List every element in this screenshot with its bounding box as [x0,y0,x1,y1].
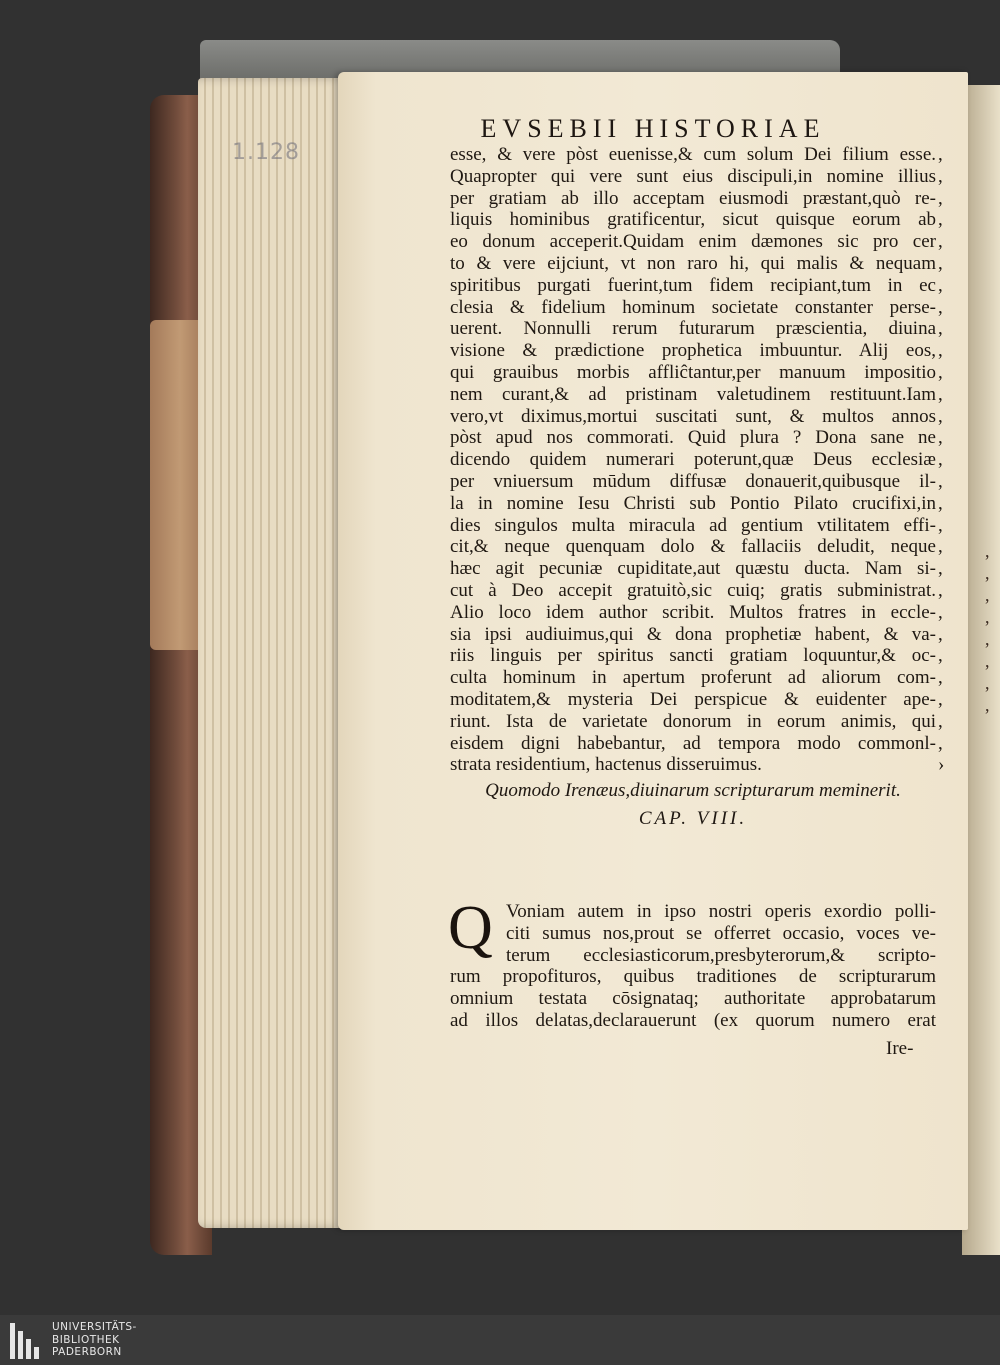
text-line: rum propofituros, quibus traditiones de scripturarum [450,966,936,988]
text-line: qui grauibus morbis affliĉtantur,per manuum impositio [450,361,936,383]
margin-quote-mark: , [938,623,943,645]
text-line: to & vere eijciunt, vt non raro hi, qui malis & nequam [450,252,936,274]
margin-quote-mark: , [938,383,943,405]
text-line: dicendo quidem numerari poterunt,quæ Deus ecclesiæ [450,449,936,471]
margin-quote-mark: , [938,732,943,754]
margin-quote-mark: , [938,667,943,689]
text-line: eisdem digni habebantur, ad tempora modo commonl- [450,732,936,754]
margin-quote-mark: , [938,536,943,558]
library-name-line: BIBLIOTHEK [52,1333,120,1346]
margin-quote-mark: , [938,361,943,383]
library-name-line: UNIVERSITÄTS- [52,1321,137,1333]
chapter-title: Quomodo Irenæus,diuinarum scripturarum meminerit. [485,780,901,801]
margin-quote-mark: , [938,252,943,274]
text-line: sia ipsi audiuimus,qui & dona prophetiæ habent, & va- [450,623,936,645]
shelf-mark-stamp: 1.128 [232,140,300,165]
text-line: la in nomine Iesu Christi sub Pontio Pilato crucifixi,in [450,492,936,514]
text-line: eo donum acceperit.Quidam enim dæmones sic pro cer [450,231,936,253]
text-line: omnium testata cōsignataq; authoritate approbatarum [450,988,936,1010]
margin-quote-mark: , [938,645,943,667]
text-line: Alio loco idem author scribit. Multos fratres in eccle- [450,601,936,623]
margin-quote-mark: , [938,470,943,492]
library-logo-icon [8,1323,44,1359]
margin-quote-mark: , [938,688,943,710]
facing-page-marks: , , , , , , , , [985,541,990,715]
margin-quote-mark: , [938,296,943,318]
margin-quote-mark: , [938,318,943,340]
text-line: vero,vt diximus,mortui suscitati sunt, & multos annos [450,405,936,427]
text-line: per vniuersum mūdum diffusæ donauerit,quibusque il- [450,470,936,492]
chapter-number: CAP. VIII. [638,808,748,829]
margin-quote-mark: , [938,144,943,165]
margin-quote-mark: , [938,449,943,471]
margin-quote-mark: , [938,558,943,580]
text-line: riunt. Ista de varietate donorum in eorum animis, qui [450,710,936,732]
library-name-line: PADERBORN [52,1346,122,1358]
margin-quote-mark: , [938,514,943,536]
margin-quote-mark: , [938,710,943,732]
page-edges [198,78,348,1228]
margin-quote-mark: , [938,579,943,601]
text-line: esse, & vere pòst euenisse,& cum solum Dei filium esse. [450,144,936,165]
text-line: citi sumus nos,prout se offerret occasio, voces ve- [506,922,936,944]
margin-quote-mark: , [938,405,943,427]
margin-quote-marks [938,144,958,776]
margin-quote-mark: , [938,165,943,187]
book-page [338,72,968,1230]
margin-quote-mark: , [938,340,943,362]
library-name [52,1321,137,1359]
text-line: uerent. Nonnulli rerum futurarum præscientia, diuina [450,318,936,340]
chapter-text [450,901,936,1032]
text-line: visione & prædictione prophetica imbuuntur. Alij eos, [450,340,936,362]
text-line: strata residentium, hactenus disseruimus. [450,754,762,776]
text-line: Voniam autem in ipso nostri operis exordio polli- [506,901,936,922]
text-line: pòst apud nos commorati. Quid plura ? Dona sane ne [450,427,936,449]
main-text [450,144,936,776]
margin-quote-mark: , [938,187,943,209]
margin-quote-mark: › [938,754,945,776]
margin-quote-mark: , [938,274,943,296]
text-line: Quapropter qui vere sunt eius discipuli,in nomine illius [450,165,936,187]
margin-quote-mark: , [938,601,943,623]
margin-quote-mark: , [938,209,943,231]
text-line: cut à Deo accepit gratuitò,sic cuiq; gratis subministrat. [450,579,936,601]
text-line: liquis hominibus gratificentur, sicut quisque eorum ab [450,209,936,231]
text-line: clesia & fidelium hominum societate constanter perse- [450,296,936,318]
text-line: dies singulos multa miracula ad gentium vtilitatem effi- [450,514,936,536]
text-line: riis linguis per spiritus sancti gratiam loquuntur,& oc- [450,645,936,667]
margin-quote-mark: , [938,427,943,449]
catchword: Ire- [886,1038,914,1059]
margin-quote-mark: , [938,231,943,253]
text-line: hæc agit pecuniæ cupiditate,aut quæstu ducta. Nam si- [450,558,936,580]
text-line: spiritibus purgati fuerint,tum fidem recipiant,tum in ec [450,274,936,296]
text-line: nem curant,& ad pristinam valetudinem restituunt.Iam [450,383,936,405]
running-head: EVSEBII HISTORIAE [480,114,826,143]
text-line: moditatem,& mysteria Dei perspicue & euidenter ape- [450,688,936,710]
text-line: cit,& neque quenquam dolo & fallaciis deludit, neque [450,536,936,558]
margin-quote-mark: , [938,492,943,514]
text-line: per gratiam ab illo acceptam eiusmodi præstant,quò re- [450,187,936,209]
text-line: terum ecclesiasticorum,presbyterorum,& scripto- [506,944,936,966]
text-line: ad illos delatas,declarauerunt (ex quorum numero erat [450,1009,936,1031]
library-footer [0,1315,1000,1365]
text-line: culta hominum in apertum proferunt ad aliorum com- [450,667,936,689]
drop-initial: Q [448,894,493,962]
